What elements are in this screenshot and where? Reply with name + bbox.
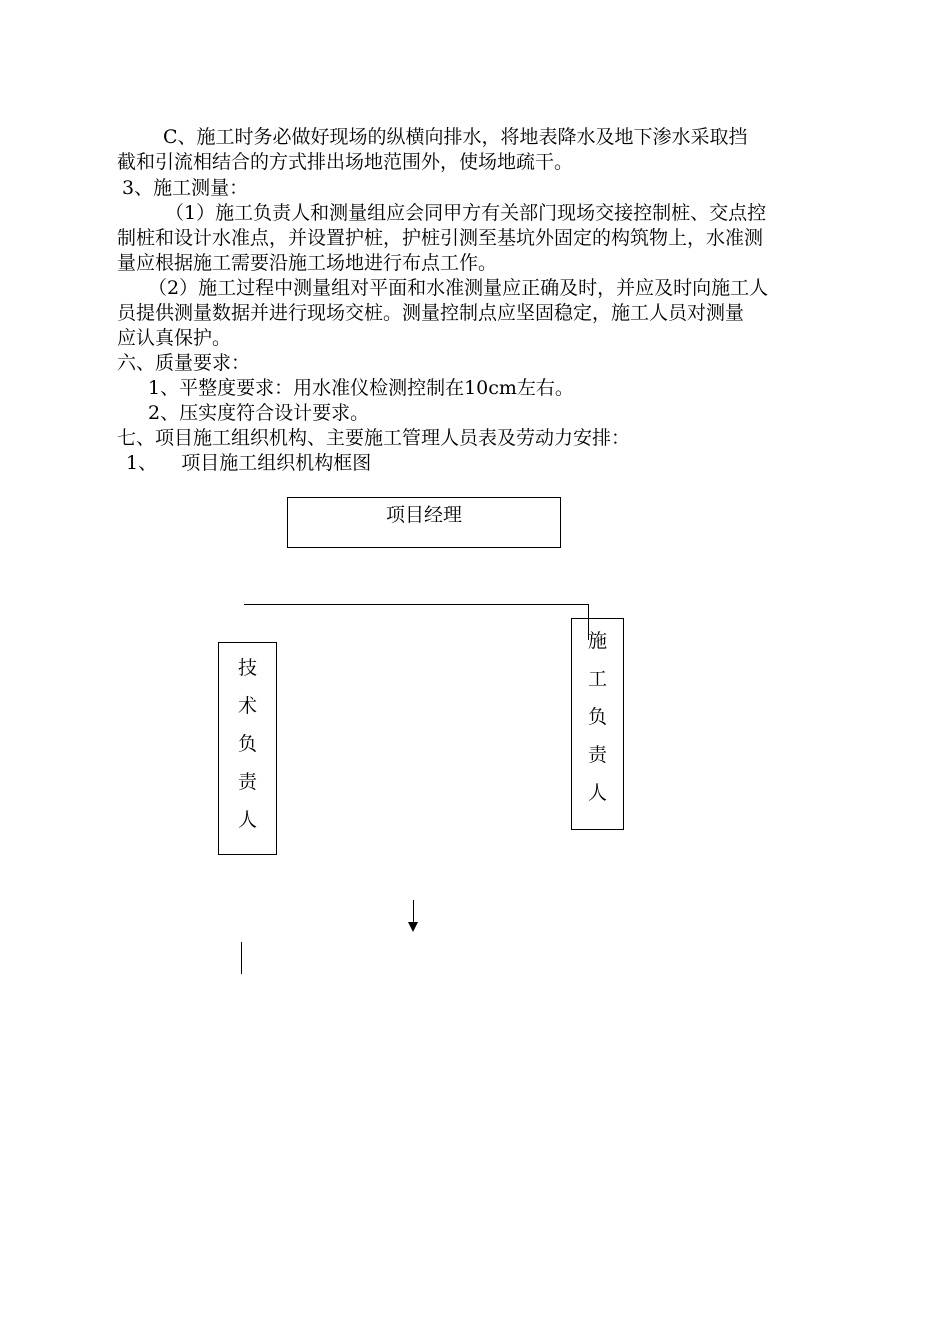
paragraph-line: C、施工时务必做好现场的纵横向排水，将地表降水及地下渗水采取挡: [163, 126, 748, 148]
subsection-heading: 1、 项目施工组织机构框图: [126, 452, 372, 474]
paragraph-line: 截和引流相结合的方式排出场地范围外，使场地疏干。: [117, 151, 574, 173]
list-item: 2、压实度符合设计要求。: [148, 402, 370, 424]
arrow-shaft: [413, 900, 414, 924]
paragraph-line: 量应根据施工需要沿施工场地进行布点工作。: [117, 252, 498, 274]
section-heading: 七、项目施工组织机构、主要施工管理人员表及劳动力安排：: [117, 427, 631, 449]
connector-vertical-fragment: [241, 942, 242, 974]
paragraph-line: 员提供测量数据并进行现场交桩。测量控制点应坚固稳定，施工人员对测量: [117, 302, 745, 324]
list-item: 1、平整度要求：用水准仪检测控制在10cm左右。: [148, 377, 574, 399]
paragraph-line: 应认真保护。: [117, 327, 232, 349]
paragraph-line: 制桩和设计水准点，并设置护桩，护桩引测至基坑外固定的构筑物上，水准测: [117, 227, 764, 249]
construction-lead-label: 施 工 负 责 人: [587, 630, 607, 804]
paragraph-line: （2）施工过程中测量组对平面和水准测量应正确及时，并应及时向施工人: [148, 277, 769, 299]
section-heading: 3、施工测量：: [122, 177, 249, 199]
project-manager-label: 项目经理: [385, 504, 462, 526]
project-manager-box: [287, 497, 561, 548]
construction-lead-box: [571, 618, 624, 830]
down-arrow-icon: [408, 922, 418, 932]
section-heading: 六、质量要求：: [117, 352, 251, 374]
paragraph-line: （1）施工负责人和测量组应会同甲方有关部门现场交接控制桩、交点控: [165, 202, 767, 224]
connector-horizontal: [244, 604, 589, 605]
tech-lead-box: [218, 642, 277, 855]
tech-lead-label: 技 术 负 责 人: [237, 657, 257, 831]
